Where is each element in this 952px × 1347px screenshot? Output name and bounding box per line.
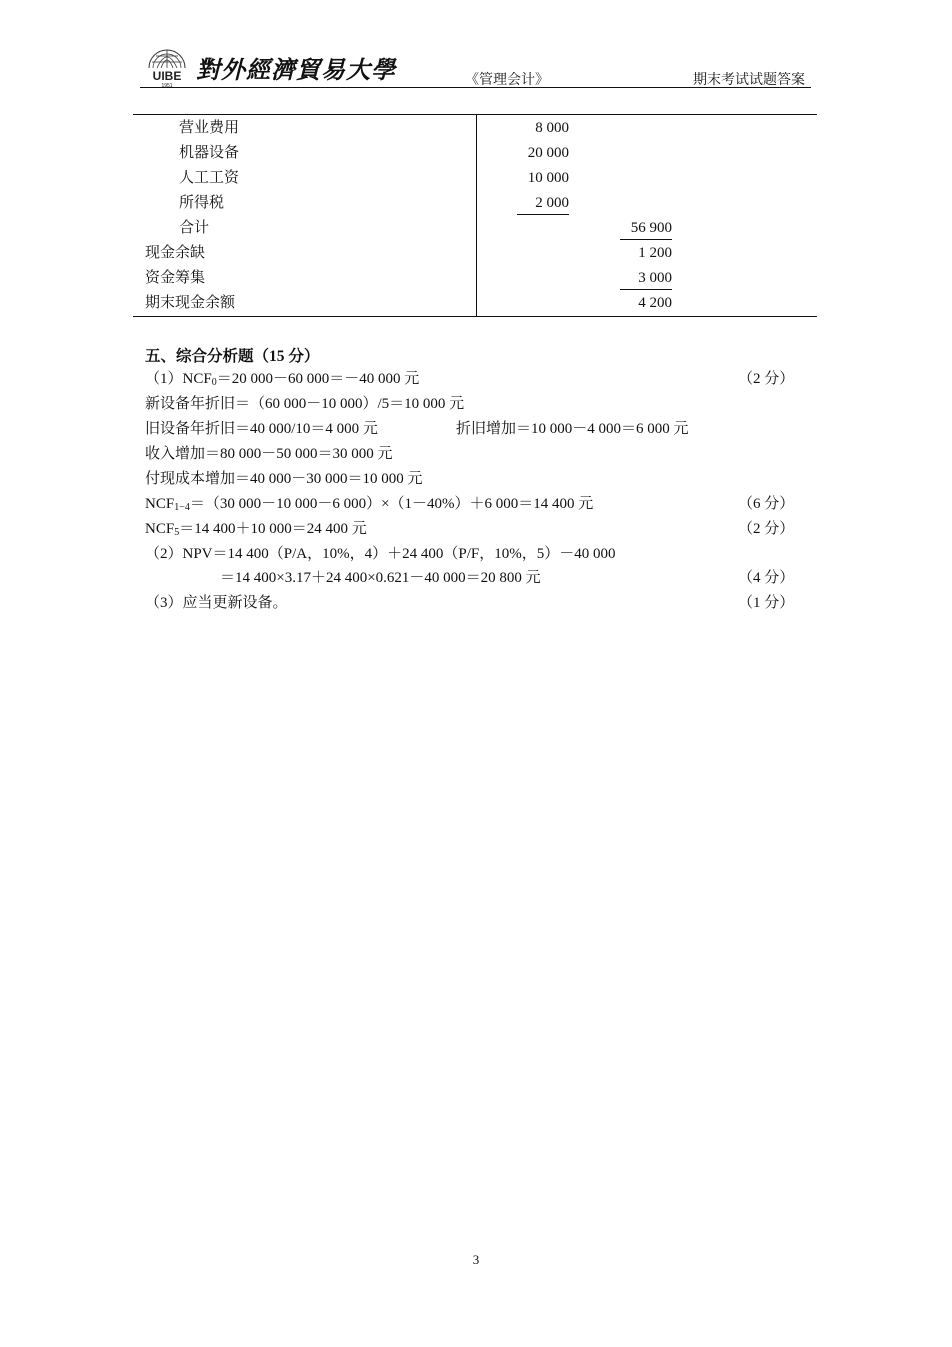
row-value: 4 200: [638, 295, 672, 311]
row-label: 机器设备: [179, 145, 240, 161]
row-value: 10 000: [527, 170, 569, 186]
row-label: 营业费用: [179, 120, 240, 136]
section-title: 五、综合分析题（15 分）: [145, 348, 320, 365]
table-top-border: [133, 114, 817, 115]
answer-line-1: $(1)NCF_0=20$ 000－60 000＝－40 000 元: [145, 371, 420, 388]
score-label: （2 分）: [738, 521, 795, 537]
row-value: 2 000: [517, 193, 569, 215]
row-label: 资金筹集: [145, 270, 206, 286]
table-bottom-border: [133, 316, 817, 317]
row-label: 期末现金余额: [145, 295, 236, 311]
svg-text:1951: 1951: [161, 83, 173, 88]
answer-line-3b: 折旧增加＝10 000－4 000＝6 000 元: [456, 421, 689, 437]
row-value: 20 000: [527, 145, 569, 161]
row-value: 8 000: [535, 120, 569, 136]
row-label: 合计: [179, 220, 210, 236]
university-logo: [143, 44, 191, 88]
page-number: 3: [472, 1252, 480, 1267]
globe-logo-icon: [143, 44, 191, 88]
row-label: 人工工资: [179, 170, 240, 186]
answer-line-3a: 旧设备年折旧＝40 000/10＝4 000 元: [145, 421, 378, 437]
answer-line-2: 新设备年折旧＝（60 000－10 000）/5＝10 000 元: [145, 396, 465, 412]
answer-line-9: ＝14 400×3.17＋24 400×0.621－40 000＝20 800 元: [220, 570, 541, 586]
document-kind: 期末考试试题答案: [693, 73, 805, 88]
score-label: （1 分）: [738, 595, 795, 611]
score-label: （2 分）: [738, 371, 795, 387]
row-label: 现金余缺: [145, 245, 206, 261]
header-divider: [140, 87, 811, 88]
row-value: 56 900: [620, 218, 672, 240]
answer-line-5: 付现成本增加＝40 000－30 000＝10 000 元: [145, 471, 423, 487]
score-label: （6 分）: [738, 496, 795, 512]
row-value: 1 200: [638, 245, 672, 261]
score-label: （4 分）: [738, 570, 795, 586]
row-value: 3 000: [620, 268, 672, 290]
row-label: 所得税: [179, 195, 225, 211]
table-column-divider: [476, 114, 477, 316]
answer-line-7: $NCF_5=14$ 400＋10 000＝24 400 元: [145, 521, 367, 538]
university-name: 對外經濟貿易大學: [196, 58, 396, 84]
answer-line-4: 收入增加＝80 000－50 000＝30 000 元: [145, 446, 393, 462]
answer-line-8: （2）NPV＝14 400（P/A，10%，4）＋24 400（P/F，10%，5）－40 000: [145, 546, 616, 562]
svg-text:UIBE: UIBE: [152, 69, 182, 83]
course-title: 《管理会计》: [465, 73, 549, 88]
answer-line-10: （3）应当更新设备。: [145, 595, 288, 611]
answer-line-6: $NCF_{1-4}=(30$ 000－10 000－6 000）×（1－40%）＋6 000＝14 400 元: [145, 496, 594, 513]
